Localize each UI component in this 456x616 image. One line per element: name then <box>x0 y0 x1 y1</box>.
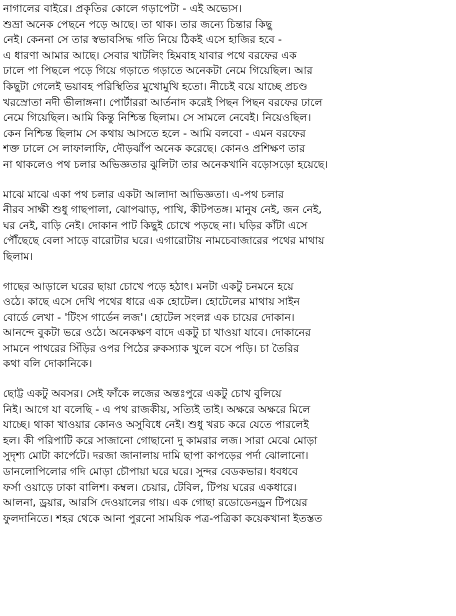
paragraph-gap <box>3 373 453 387</box>
text-line: কিছুটা গেলেই ভয়াবহ পরিস্থিতির মুখোমুখি হতো। নীচেই বয়ে যাচ্ছে প্রচণ্ড <box>3 80 308 93</box>
text-line: ঢালে পা পিছলে পড়ে গিয়ে গড়াতে গড়াতে অনেকটা নেমে গিয়েছিল। আর <box>3 65 313 78</box>
text-line: আনন্দে বুকটা ভরে ওঠে। অনেকক্ষণ বাদে একটু চা খাওয়া যাবে। দোকানের <box>3 327 311 340</box>
paragraph-3 <box>3 188 453 266</box>
text-line: যাচ্ছে। থাকা খাওয়ার কোনও অসুবিধে নেই। শুধু খরচ করে যেতে পারলেই <box>3 419 309 432</box>
text-line: আলনা, ড্রয়ার, আরসি দেওয়ালের গায়। এক গোছা রডোডেনড্রন টিপয়ের <box>3 497 308 510</box>
text-line: ফুলদানিতে। শহর থেকে আনা পুরনো সাময়িক পত্র-পত্রিকা কয়েকখানা ইতস্তত <box>3 512 323 525</box>
text-line: নীরব সাক্ষী শুধু গাছপালা, ঝোপঝাড়, পাখি, কীটপতঙ্গ। মানুষ নেই, জন নেই, <box>3 204 322 217</box>
paragraph-1 <box>3 2 453 18</box>
paragraph-2 <box>3 18 453 174</box>
text-line: বোর্ডে লেখা - 'টিংস গার্ডেন লজ'। হোটেল সংলগ্ন এক চায়ের দোকান। <box>3 311 295 324</box>
text-line: ওঠে। কাছে এসে দেখি পথের ধারে এক হোটেল। হোটেলের মাথায় সাইন <box>3 296 300 309</box>
text-line: এ ধারণা আমার আছে। সেবার খাটলিং হিমবাহ যাবার পথে বরফের এক <box>3 49 297 62</box>
text-line: শুভ্রা অনেক পেছনে পড়ে আছে। তা থাক। তার জন্যে চিন্তার কিছু <box>3 18 273 31</box>
text-line: পৌঁছেছে বেলা সাড়ে বারোটার ঘরে। এগারোটায় নামচেবাজারের পথের মাথায় <box>3 235 325 248</box>
text-line: ডানলোপিলোর গদি মোড়া চৌপায়া ঘরে ঘরে। সুন্দর বেডকভার। ধবধবে <box>3 466 298 479</box>
paragraph-4 <box>3 280 453 374</box>
paragraph-gap <box>3 174 453 188</box>
text-line: সুদৃশ্য মোটা কার্পেটে। দরজা জানালায় দামি ছাপা কাপড়ের পর্দা ঝোলানো। <box>3 450 309 463</box>
text-line: ছিলাম। <box>3 250 34 263</box>
text-line: কেন নিশ্চিন্ত ছিলাম সে কথায় আসতে হলে - আমি বলবো - এমন বরফের <box>3 127 306 140</box>
text-line: নাগালের বাইরে। প্রকৃতির কোলে গড়াপেটা - এই অভ্যেস। <box>3 3 242 15</box>
text-line: ফর্সা ওয়াড়ে ঢাকা বালিশ। কম্বল। চেয়ার, টেবিল, টিপয় ঘরের একধারে। <box>3 481 297 494</box>
paragraph-5 <box>3 387 453 527</box>
text-line: শক্ত ঢালে সে লাফালাফি, দৌড়ঝাঁপ অনেক করেছে। কোনও প্রশিক্ষণ তার <box>3 143 306 156</box>
text-line: হল। কী পরিপাটি করে সাজানো গোছানো দু কামরার লজ। সারা মেঝে মোড়া <box>3 434 318 447</box>
text-line: নিই। আগে যা বলেছি - এ পথ রাজকীয়, সত্যিই তাই। অক্ষরে অক্ষরে মিলে <box>3 403 311 416</box>
paragraph-gap <box>3 266 453 280</box>
text-line: নেই। কেননা সে তার স্বভাবসিদ্ধ গতি নিয়ে ঠিকই এসে হাজির হবে - <box>3 34 282 47</box>
text-line: ছোট্ট একটু অবসর। সেই ফাঁকে লজের অন্তঃপুরে একটু চোখ বুলিয়ে <box>3 388 282 401</box>
text-line: ঘর নেই, বাড়ি নেই। দোকান পাট কিছুই চোখে পড়ছে না। ঘড়ির কাঁটা এসে <box>3 219 308 232</box>
text-line: গাছের আড়ালে ঘরের ছায়া চোখে পড়ে হঠাৎ। মনটা একটু চনমনে হয়ে <box>3 280 294 293</box>
text-line: খরস্রোতা নদী ভীলাঙ্গনা। পোর্টাররা আর্তনাদ করেই পিছন পিছন বরফের ঢালে <box>3 96 323 109</box>
text-line: নেমে গিয়েছিল। আমি কিন্তু নিশ্চিন্ত ছিলাম। সে সামলে নেবেই। নিয়েওছিল। <box>3 112 312 125</box>
text-line: মাঝে মাঝে একা পথ চলার একটা আলাদা আভিজ্ঞতা। এ-পথ চলার <box>3 188 284 201</box>
text-line: সামনে পাথরের সিঁড়ির ওপর পিঠের রুকস্যাক খুলে বসে পড়ি। চা তৈরির <box>3 342 300 355</box>
text-line: কথা বলি দোকানিকে। <box>3 358 93 371</box>
text-line: না থাকলেও পথ চলার অভিজ্ঞতার ঝুলিটা তার অনেকখানি বড়োসড়ো হয়েছে। <box>3 158 329 171</box>
